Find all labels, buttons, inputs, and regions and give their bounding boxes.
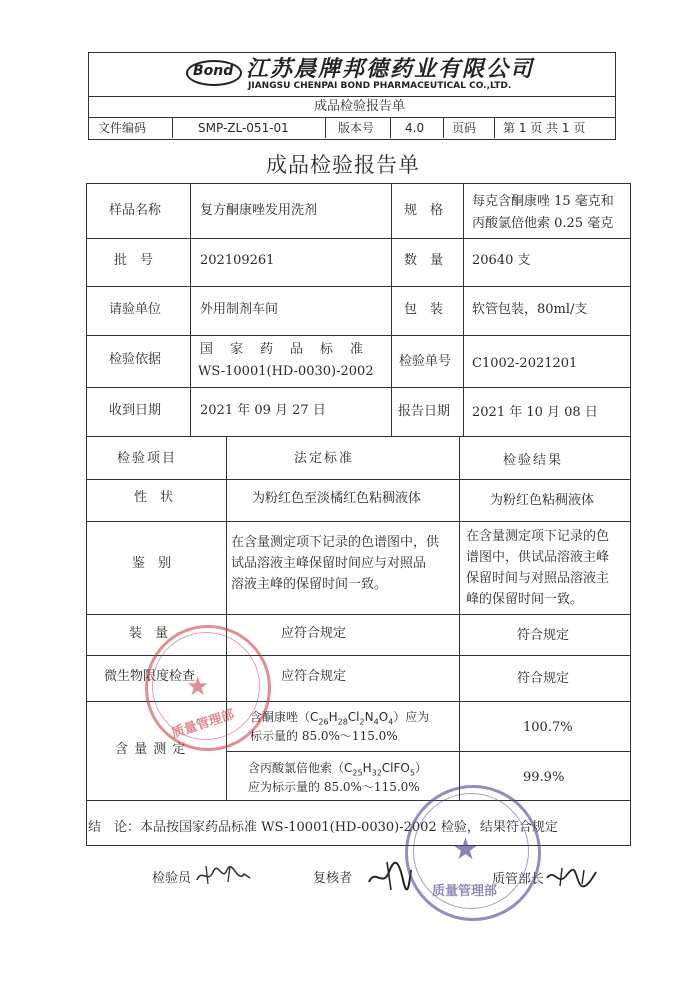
dept: 外用制剂车间 (200, 302, 279, 317)
divider (88, 117, 615, 118)
assay-ketoconazole-standard-line-2: 标示量的 85.0%～115.0% (250, 729, 398, 743)
divider (86, 479, 630, 480)
formula-sub: 25 (352, 768, 363, 778)
assay-text: ） (414, 761, 427, 775)
qa-manager-label: 质管部长 (492, 872, 545, 887)
divider (494, 117, 495, 138)
test-item-appearance: 性 状 (134, 490, 174, 505)
assay-clobetasol-standard-line-2: 应为标示量的 85.0%～115.0% (248, 780, 420, 794)
qa-manager-signature (544, 864, 600, 890)
conclusion: 结 论：本品按国家药品标准 WS-10001(HD-0030)-2002 检验，结果符合规定 (88, 820, 558, 835)
formula-sub: 26 (318, 717, 329, 727)
report-no: C1002-2021201 (472, 356, 578, 371)
test-result-appearance: 为粉红色粘稠液体 (490, 493, 595, 508)
inspector-signature (194, 862, 254, 888)
page-title: 成品检验报告单 (266, 153, 420, 177)
divider (226, 751, 630, 752)
company-name-cn: 江苏晨牌邦德药业有限公司 (246, 57, 535, 82)
sample-name-label: 样品名称 (109, 203, 162, 218)
divider (443, 117, 444, 138)
page-label: 页码 (452, 121, 477, 135)
version-label: 版本号 (338, 121, 375, 135)
formula-sub: 4 (373, 717, 379, 727)
report-date-label: 报告日期 (398, 404, 451, 419)
formula-sub: 4 (388, 717, 394, 727)
divider (86, 800, 630, 801)
batch-number: 202109261 (200, 253, 275, 268)
quantity-label: 数 量 (404, 253, 444, 268)
col-header-item: 检验项目 (117, 451, 178, 466)
divider (459, 436, 460, 800)
test-item-microbial: 微生物限度检查 (104, 669, 196, 684)
pack-label: 包 装 (404, 302, 444, 317)
divider (390, 117, 391, 138)
divider (391, 183, 392, 436)
received-date: 2021 年 09 月 27 日 (200, 403, 326, 418)
sample-name: 复方酮康唑发用洗剂 (200, 203, 318, 218)
test-result-fill: 符合规定 (517, 628, 570, 643)
spec-line-2: 丙酸氯倍他索 0.25 毫克 (472, 216, 614, 231)
quantity: 20640 支 (472, 253, 531, 268)
divider (172, 117, 173, 138)
divider (86, 238, 630, 239)
test-standard-fill: 应符合规定 (281, 626, 347, 641)
assay-clobetasol-result: 99.9% (523, 770, 565, 785)
received-date-label: 收到日期 (109, 403, 162, 418)
company-name-en: JIANGSU CHENPAI BOND PHARMACEUTICAL CO.,LTD. (248, 81, 512, 91)
test-result-identification-4: 峰的保留时间一致。 (466, 592, 584, 607)
col-header-standard: 法定标准 (294, 451, 355, 466)
test-standard-appearance: 为粉红色至淡橘红色粘稠液体 (252, 491, 422, 506)
doc-no: SMP-ZL-051-01 (198, 121, 289, 135)
divider (86, 387, 630, 388)
test-result-identification-1: 在含量测定项下记录的色 (466, 529, 610, 544)
divider (86, 521, 630, 522)
divider (325, 117, 326, 138)
assay-text: 含酮康唑（C (250, 710, 319, 724)
formula-sub: 32 (371, 768, 382, 778)
basis-line-1: 国 家 药 品 标 准 (200, 342, 366, 357)
formula-sub: 28 (337, 717, 348, 727)
formula-part: Cl (347, 710, 360, 724)
divider (463, 183, 464, 436)
formula-part: H (362, 761, 372, 775)
report-date: 2021 年 10 月 08 日 (472, 405, 598, 420)
doc-no-label: 文件编码 (98, 121, 147, 135)
company-stamp-text: 质量管理部 (432, 884, 498, 899)
test-standard-identification-3: 溶液主峰的保留时间一致。 (231, 577, 388, 592)
test-standard-microbial: 应符合规定 (281, 669, 347, 684)
assay-text: 含丙酸氯倍他索（C (248, 761, 353, 775)
test-result-identification-3: 保留时间与对照品溶液主 (466, 571, 610, 586)
divider (86, 614, 630, 615)
formula-part: O (378, 710, 389, 724)
col-header-result: 检验结果 (503, 453, 564, 468)
batch-label: 批 号 (114, 253, 154, 268)
pack: 软管包装，80ml/支 (472, 302, 588, 317)
inspector-label: 检验员 (152, 871, 192, 886)
form-title: 成品检验报告单 (314, 99, 406, 114)
divider (86, 286, 630, 287)
test-item-identification: 鉴 别 (132, 556, 172, 571)
spec-label: 规 格 (404, 203, 444, 218)
qa-department-stamp-text: 质量管理部 (169, 707, 237, 742)
basis-line-2: WS-10001(HD-0030)-2002 (198, 364, 374, 379)
divider (190, 183, 191, 436)
basis-label: 检验依据 (109, 352, 162, 367)
reviewer-label: 复核者 (313, 871, 353, 886)
divider (86, 335, 630, 336)
dept-label: 请验单位 (109, 302, 162, 317)
report-no-label: 检验单号 (399, 354, 452, 369)
company-stamp-star: ★ (452, 832, 479, 867)
test-item-fill: 装 量 (129, 626, 169, 641)
version: 4.0 (405, 121, 425, 135)
divider (88, 96, 615, 97)
test-result-microbial: 符合规定 (517, 671, 570, 686)
logo-text: Bond (193, 63, 234, 79)
formula-sub: 2 (359, 717, 365, 727)
assay-ketoconazole-result: 100.7% (523, 720, 573, 735)
formula-part: H (328, 710, 338, 724)
spec-line-1: 每克含酮康唑 15 毫克和 (472, 194, 614, 209)
formula-part: ClFO (381, 761, 410, 775)
test-item-assay: 含 量 测 定 (115, 742, 187, 757)
test-standard-identification-1: 在含量测定项下记录的色谱图中，供 (231, 535, 440, 550)
formula-part: N (364, 710, 374, 724)
formula-sub: 5 (409, 768, 415, 778)
test-standard-identification-2: 试品溶液主峰保留时间应与对照品 (231, 556, 427, 571)
assay-text: ）应为 (393, 710, 430, 724)
test-result-identification-2: 谱图中，供试品溶液主峰 (466, 550, 610, 565)
qa-department-stamp-star: ★ (186, 672, 210, 702)
divider (86, 436, 630, 437)
page-number: 第 1 页 共 1 页 (503, 121, 586, 135)
